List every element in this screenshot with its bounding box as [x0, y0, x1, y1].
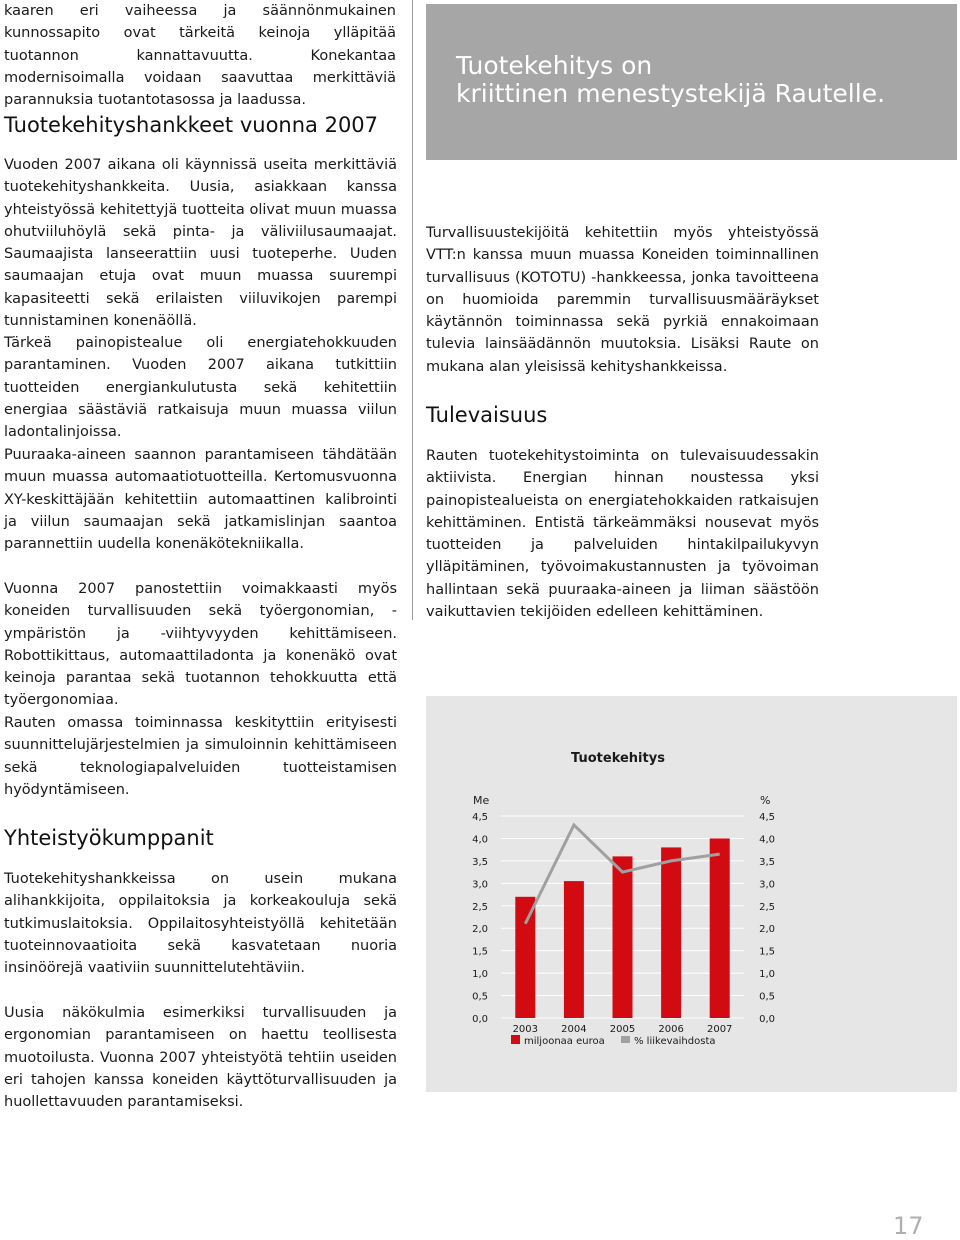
x-tick-label: 2004 — [561, 1024, 587, 1035]
right-tick-label: 0,0 — [759, 1014, 775, 1025]
right-tick-label: 3,0 — [759, 879, 775, 891]
right-tick-label: 3,5 — [759, 856, 775, 868]
projects-paragraph-2: Tärkeä painopistealue oli energiatehokkuuden parantaminen. Vuoden 2007 aikana tutkittiin tuotteiden energiankulutusta sekä kehitettiin energiaa säästäviä ratkaisuja muun muassa viilun ladontalinjoissa. — [4, 335, 397, 441]
projects-paragraph-4: Vuonna 2007 panostettiin voimakkaasti myös koneiden turvallisuuden sekä työergonomian, -ympäristön ja -viihtyvyyden kehittämiseen. Robottikittaus, automaattiladonta ja konenäkö ovat keinoja parantaa sekä tuotannon tehokkuutta että työergonomiaa. — [4, 581, 397, 709]
left-tick-label: 2,5 — [472, 901, 488, 913]
right-tick-label: 1,0 — [759, 969, 775, 981]
left-tick-label: 0,5 — [472, 991, 488, 1003]
pull-quote-line-2: kriittinen menestystekijä Rautelle. — [456, 79, 886, 108]
left-tick-label: 4,0 — [472, 834, 488, 846]
heading-future: Tulevaisuus — [426, 403, 548, 427]
rd-chart — [426, 696, 957, 1092]
chart-panel — [426, 696, 957, 1092]
simulation-paragraph: Rauten omassa toiminnassa keskityttiin erityisesti suunnittelujärjestelmien ja simuloinnin kehittämiseen sekä teknologiapalveluiden tuotteistamisen hyödyntämiseen. — [4, 715, 397, 798]
column-divider — [412, 0, 413, 620]
right-tick-label: 2,0 — [759, 924, 775, 936]
left-tick-label: 0,0 — [472, 1014, 488, 1025]
right-tick-label: 0,5 — [759, 991, 775, 1003]
right-tick-label: 4,0 — [759, 834, 775, 846]
safety-paragraph: Turvallisuustekijöitä kehitettiin myös yhteistyössä VTT:n kanssa muun muassa Koneiden toiminnallinen turvallisuus (KOTOTU) -hankkeessa, jonka tavoitteena on huomioida paremmin turvallisuusmääräykset käytännön toiminnassa sekä pyrkiä ennakoimaan tulevia lainsäädännön muutoksia. Lisäksi Raute on mukana alan yleisissä kehityshankkeissa. — [426, 225, 819, 375]
projects-paragraph-1: Vuoden 2007 aikana oli käynnissä useita merkittäviä tuotekehityshankkeita. Uusia, asiakkaan kanssa yhteistyössä kehitettyjä tuotteita olivat muun muassa ohutviiluhöylä sekä pinta- ja väliviilusaumaajat. Saumaajista lanseerattiin uusi tuoteperhe. Uuden saumaajan etuja ovat muun muassa suurempi kapasiteetti sekä erilaisten viiluvikojen parempi tunnistaminen konenäöllä. — [4, 157, 397, 330]
left-tick-label: 3,0 — [472, 879, 488, 891]
left-tick-label: 2,0 — [472, 924, 488, 936]
left-tick-label: 3,5 — [472, 856, 488, 868]
left-axis-unit: Me — [473, 794, 490, 807]
right-tick-label: 1,5 — [759, 946, 775, 958]
pull-quote-box — [426, 4, 957, 160]
left-tick-label: 1,5 — [472, 946, 488, 958]
heading-partners: Yhteistyökumppanit — [4, 826, 214, 850]
pull-quote-line-1: Tuotekehitys on — [456, 51, 653, 80]
x-tick-label: 2007 — [706, 1024, 733, 1035]
chart-bar — [564, 881, 584, 1018]
partners-paragraph-2: Uusia näkökulmia esimerkiksi turvallisuuden ja ergonomian parantamiseen on haettu teollisesta muotoilusta. Vuonna 2007 yhteistyötä tehtiin useiden eri tahojen kanssa koneiden käyttöturvallisuuden ja huollettavuuden parantamiseksi. — [4, 1005, 397, 1111]
legend-label-line: % liikevaihdosta — [634, 1036, 716, 1047]
legend-label-bars: miljoonaa euroa — [524, 1036, 605, 1047]
right-tick-label: 2,5 — [759, 901, 775, 913]
right-tick-label: 4,5 — [759, 812, 775, 823]
heading-projects-2007: Tuotekehityshankkeet vuonna 2007 — [4, 113, 379, 137]
future-paragraph: Rauten tuotekehitystoiminta on tulevaisuudessakin aktiivista. Energian hinnan noustessa yksi painopistealueista on energiatehokkaiden ratkaisujen kehittäminen. Entistä tärkeämmäksi nousevat myös tuotteiden ja palveluiden hintakilpailukyvyn ylläpitäminen, työvoimakustannusten ja työvoiman hallintaan sekä puuraaka-aineen ja liiman säästöön vaikuttavien tekijöiden edelleen kehittäminen. — [426, 448, 819, 621]
x-tick-label: 2006 — [658, 1024, 684, 1035]
legend-swatch-line — [621, 1036, 630, 1043]
intro-paragraph: kaaren eri vaiheessa ja säännönmukainen kunnossapito ovat tärkeitä keinoja ylläpitää tuotannon kannattavuutta. Konekantaa modernisoimalla voidaan saavuttaa merkittäviä parannuksia tuotantotasossa ja laadussa. — [4, 3, 396, 109]
legend-swatch-bars — [511, 1035, 520, 1044]
chart-title: Tuotekehitys — [571, 751, 665, 766]
x-tick-label: 2003 — [512, 1024, 539, 1035]
chart-bar — [661, 847, 681, 1018]
left-tick-label: 1,0 — [472, 969, 488, 981]
partners-paragraph-1: Tuotekehityshankkeissa on usein mukana alihankkijoita, oppilaitoksia ja korkeakouluja sekä tutkimuslaitoksia. Oppilaitosyhteistyöllä kehitetään tuoteinnovaatioita sekä kasvatetaan nuoria insinöörejä vaativiin suunnittelutehtäviin. — [4, 871, 397, 977]
pull-quote — [456, 52, 885, 108]
chart-bar — [613, 856, 633, 1018]
chart-bar — [515, 897, 535, 1018]
left-tick-label: 4,5 — [472, 812, 488, 823]
page-number: 17 — [893, 1212, 924, 1240]
right-axis-unit: % — [760, 794, 771, 807]
projects-paragraph-3: Puuraaka-aineen saannon parantamiseen tähdätään muun muassa automaatiotuotteilla. Kertomusvuonna XY-keskittäjään kehitettiin automaattinen kalibrointi ja viilun saumaajan sekä jatkamislinjan saantoa parannettiin uudella konenäkötekniikalla. — [4, 447, 397, 553]
x-tick-label: 2005 — [609, 1024, 636, 1035]
chart-bar — [710, 838, 730, 1018]
